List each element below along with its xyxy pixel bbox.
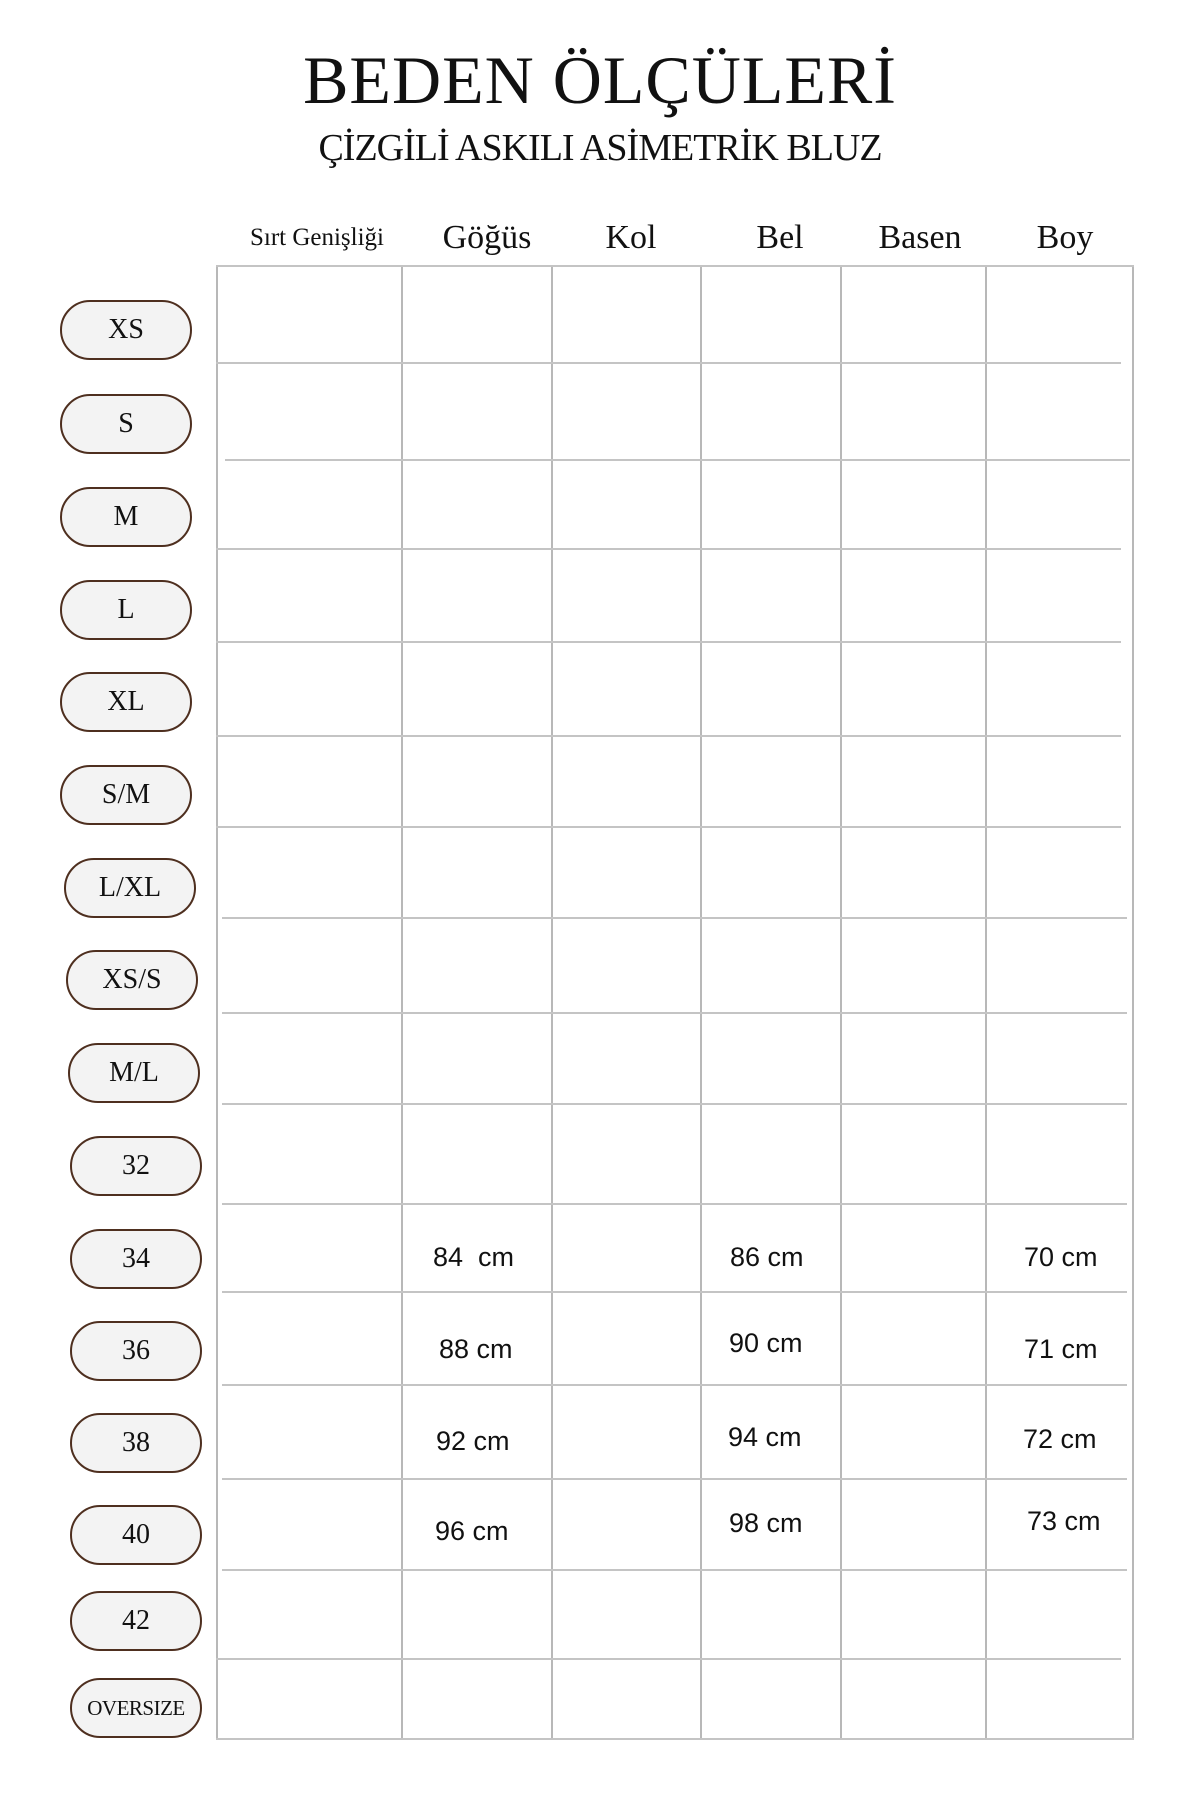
size-button-s[interactable]: S xyxy=(60,394,192,454)
table-cell-40-bel: 98 cm xyxy=(729,1508,803,1538)
size-button-m-l[interactable]: M/L xyxy=(68,1043,200,1103)
table-cell-38-gogus: 92 cm xyxy=(436,1426,510,1456)
table-cell-34-gogus: 84 cm xyxy=(433,1242,515,1272)
product-subtitle: ÇİZGİLİ ASKILI ASİMETRİK BLUZ xyxy=(318,127,882,169)
page-title: BEDEN ÖLÇÜLERİ xyxy=(303,42,897,118)
table-cell-40-gogus: 96 cm xyxy=(435,1516,509,1546)
size-button-40[interactable]: 40 xyxy=(70,1505,202,1565)
table-cell-36-boy: 71 cm xyxy=(1024,1334,1098,1364)
table-cell-38-boy: 72 cm xyxy=(1023,1424,1097,1454)
size-button-s-m[interactable]: S/M xyxy=(60,765,192,825)
table-cell-36-bel: 90 cm xyxy=(729,1328,803,1358)
size-button-42[interactable]: 42 xyxy=(70,1591,202,1651)
size-button-34[interactable]: 34 xyxy=(70,1229,202,1289)
size-button-xs[interactable]: XS xyxy=(60,300,192,360)
column-header-basen: Basen xyxy=(878,219,962,256)
table-cell-34-bel: 86 cm xyxy=(730,1242,804,1272)
size-button-38[interactable]: 38 xyxy=(70,1413,202,1473)
column-header-gogus: Göğüs xyxy=(442,219,532,256)
size-button-l-xl[interactable]: L/XL xyxy=(64,858,196,918)
size-button-m[interactable]: M xyxy=(60,487,192,547)
size-button-l[interactable]: L xyxy=(60,580,192,640)
table-cell-34-boy: 70 cm xyxy=(1024,1242,1098,1272)
size-button-oversize[interactable]: OVERSIZE xyxy=(70,1678,202,1738)
column-header-sirt: Sırt Genişliği xyxy=(249,224,385,251)
size-button-36[interactable]: 36 xyxy=(70,1321,202,1381)
table-cell-36-gogus: 88 cm xyxy=(439,1334,513,1364)
column-header-kol: Kol xyxy=(605,219,657,256)
size-button-32[interactable]: 32 xyxy=(70,1136,202,1196)
column-header-boy: Boy xyxy=(1036,219,1094,256)
table-cell-38-bel: 94 cm xyxy=(728,1422,802,1452)
size-button-xs-s[interactable]: XS/S xyxy=(66,950,198,1010)
size-button-xl[interactable]: XL xyxy=(60,672,192,732)
table-cell-40-boy: 73 cm xyxy=(1027,1506,1101,1536)
column-header-bel: Bel xyxy=(756,219,804,256)
